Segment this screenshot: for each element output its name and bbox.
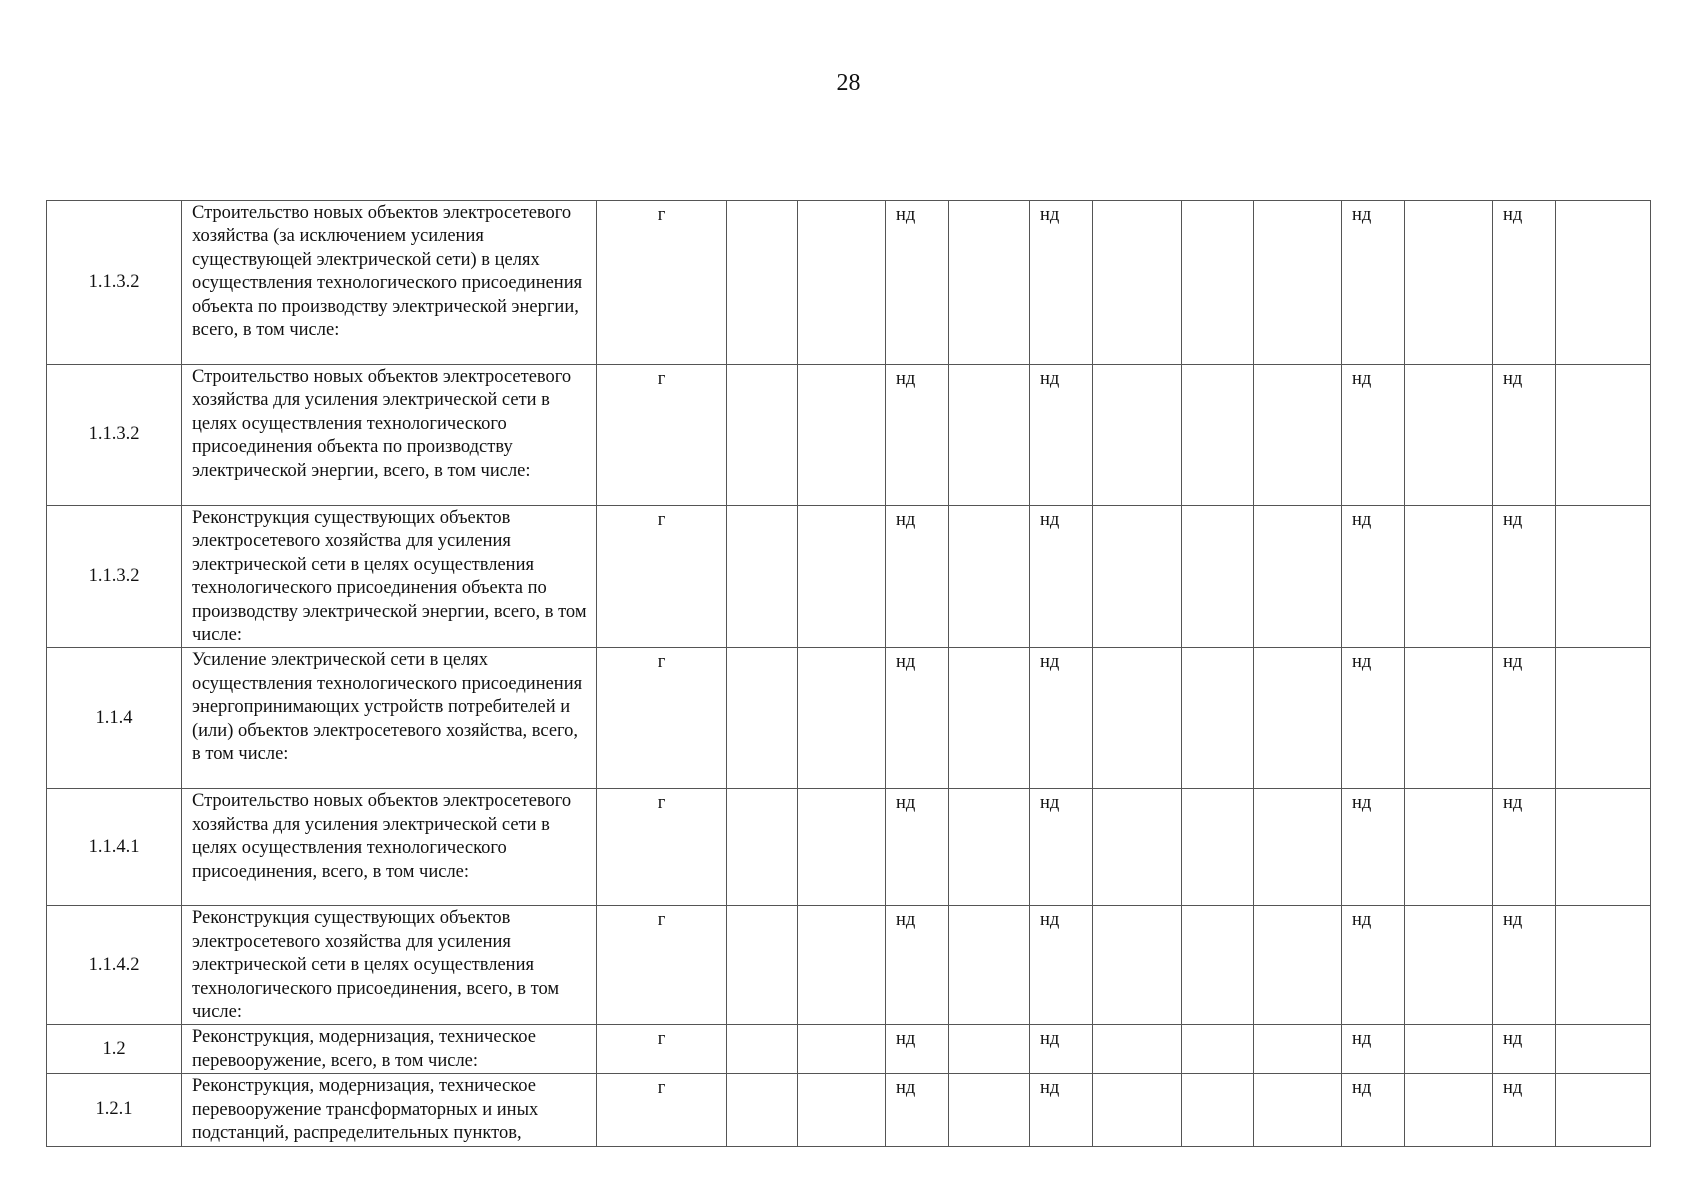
cell-nd: нд bbox=[1342, 1025, 1405, 1074]
page-number: 28 bbox=[836, 70, 861, 96]
row-code: 1.2.1 bbox=[47, 1074, 182, 1146]
table-row bbox=[47, 201, 1651, 365]
cell-nd: нд bbox=[886, 1025, 949, 1074]
cell-nd: нд bbox=[886, 906, 949, 1025]
cell-nd: нд bbox=[886, 201, 949, 365]
cell-nd: нд bbox=[1342, 789, 1405, 906]
cell-nd: нд bbox=[1030, 1074, 1093, 1146]
row-code: 1.1.4.2 bbox=[47, 906, 182, 1025]
cell-nd: нд bbox=[1493, 365, 1556, 506]
row-mark: г bbox=[597, 648, 727, 789]
row-code: 1.2 bbox=[47, 1025, 182, 1074]
table-row bbox=[47, 648, 1651, 789]
cell-nd: нд bbox=[1342, 201, 1405, 365]
cell-nd: нд bbox=[1493, 648, 1556, 789]
cell-nd: нд bbox=[1342, 1074, 1405, 1146]
cell-nd: нд bbox=[1493, 506, 1556, 648]
cell-nd: нд bbox=[1493, 789, 1556, 906]
table-row bbox=[47, 1074, 1651, 1146]
table-row bbox=[47, 789, 1651, 906]
table-row bbox=[47, 1025, 1651, 1074]
row-code: 1.1.3.2 bbox=[47, 201, 182, 365]
cell-nd: нд bbox=[886, 789, 949, 906]
cell-nd: нд bbox=[1030, 906, 1093, 1025]
cell-nd: нд bbox=[886, 1074, 949, 1146]
cell-nd: нд bbox=[1493, 201, 1556, 365]
cell-nd: нд bbox=[1342, 506, 1405, 648]
table-row bbox=[47, 365, 1651, 506]
row-mark: г bbox=[597, 1074, 727, 1146]
row-code: 1.1.4.1 bbox=[47, 789, 182, 906]
row-mark: г bbox=[597, 506, 727, 648]
row-mark: г bbox=[597, 906, 727, 1025]
cell-nd: нд bbox=[1030, 1025, 1093, 1074]
table-row bbox=[47, 506, 1651, 648]
row-description: Реконструкция существующих объектов электросетевого хозяйства для усиления электрической сети в целях осуществления технологического присоединения, всего, в том числе: bbox=[182, 906, 597, 1025]
cell-nd: нд bbox=[1030, 506, 1093, 648]
row-code: 1.1.3.2 bbox=[47, 506, 182, 648]
row-mark: г bbox=[597, 201, 727, 365]
cell-nd: нд bbox=[1342, 906, 1405, 1025]
row-mark: г bbox=[597, 365, 727, 506]
cell-nd: нд bbox=[1030, 201, 1093, 365]
cell-nd: нд bbox=[1493, 1074, 1556, 1146]
row-description: Строительство новых объектов электросетевого хозяйства для усиления электрической сети в целях осуществления технологического присоединения объекта по производству электрической энергии, всего, в том числе: bbox=[182, 365, 597, 506]
cell-nd: нд bbox=[886, 648, 949, 789]
row-description: Строительство новых объектов электросетевого хозяйства (за исключением усиления существующей электрической сети) в целях осуществления технологического присоединения объекта по производству электрической энергии, всего, в том числе: bbox=[182, 201, 597, 365]
cell-nd: нд bbox=[1342, 648, 1405, 789]
row-mark: г bbox=[597, 789, 727, 906]
row-description: Реконструкция существующих объектов электросетевого хозяйства для усиления электрической сети в целях осуществления технологического присоединения объекта по производству электрической энергии, всего, в том числе: bbox=[182, 506, 597, 648]
investment-program-table bbox=[46, 200, 1651, 1147]
row-description: Усиление электрической сети в целях осуществления технологического присоединения энергопринимающих устройств потребителей и (или) объектов электросетевого хозяйства, всего, в том числе: bbox=[182, 648, 597, 789]
cell-nd: нд bbox=[886, 506, 949, 648]
table-row bbox=[47, 906, 1651, 1025]
row-description: Строительство новых объектов электросетевого хозяйства для усиления электрической сети в целях осуществления технологического присоединения, всего, в том числе: bbox=[182, 789, 597, 906]
row-description: Реконструкция, модернизация, техническое перевооружение, всего, в том числе: bbox=[182, 1025, 597, 1074]
row-description: Реконструкция, модернизация, техническое перевооружение трансформаторных и иных подстанций, распределительных пунктов, bbox=[182, 1074, 597, 1146]
cell-nd: нд bbox=[1030, 648, 1093, 789]
cell-nd: нд bbox=[1030, 789, 1093, 906]
cell-nd: нд bbox=[1493, 906, 1556, 1025]
row-code: 1.1.4 bbox=[47, 648, 182, 789]
row-mark: г bbox=[597, 1025, 727, 1074]
cell-nd: нд bbox=[886, 365, 949, 506]
row-code: 1.1.3.2 bbox=[47, 365, 182, 506]
cell-nd: нд bbox=[1493, 1025, 1556, 1074]
cell-nd: нд bbox=[1342, 365, 1405, 506]
cell-nd: нд bbox=[1030, 365, 1093, 506]
